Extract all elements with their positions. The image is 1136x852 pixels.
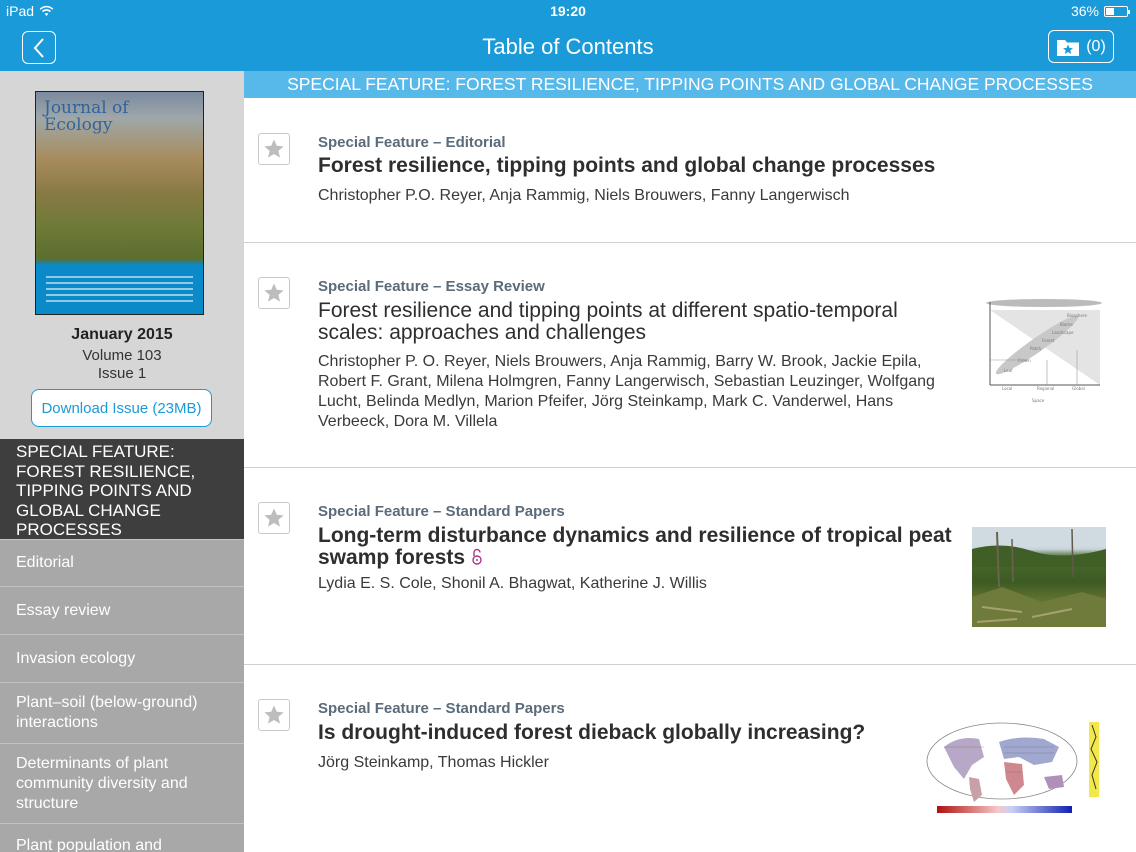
article-authors: Jörg Steinkamp, Thomas Hickler [318, 754, 549, 771]
svg-text:Regional: Regional [1037, 386, 1055, 391]
article-type: Special Feature – Editorial [318, 134, 506, 151]
article-type: Special Feature – Essay Review [318, 278, 545, 295]
folder-star-icon [1056, 37, 1080, 57]
svg-text:Forest: Forest [1042, 338, 1055, 343]
sidebar [0, 71, 244, 852]
article-title-text: Long-term disturbance dynamics and resilience of tropical peat swamp forests [318, 524, 952, 569]
article-authors: Christopher P. O. Reyer, Niels Brouwers, Anja Rammig, Barry W. Brook, Jackie Epila, Robert F. Grant, Milena Holmgren, Fanny Langerwisch, Sebastian Leuzinger, Wolfgang Lucht, Belinda Medlyn, Marion Pfeifer, Jörg Steinkamp, Mark C. Vanderwel, Hans Verbeeck, Dora M. Villela [318, 353, 935, 430]
article-title[interactable]: Forest resilience, tipping points and global change processes [318, 154, 936, 177]
svg-text:Patch: Patch [1030, 346, 1041, 351]
cover-text-lines [46, 276, 193, 306]
star-outline-icon [263, 282, 285, 304]
svg-text:Biosphere: Biosphere [1067, 313, 1087, 318]
star-outline-icon [263, 507, 285, 529]
svg-text:Space: Space [1032, 398, 1045, 403]
article-row[interactable] [244, 98, 1136, 243]
article-type: Special Feature – Standard Papers [318, 700, 565, 717]
article-row[interactable] [244, 665, 1136, 852]
issue-volume: Volume 103 [82, 347, 162, 364]
saved-count: (0) [1086, 37, 1106, 55]
article-authors: Christopher P.O. Reyer, Anja Rammig, Niels Brouwers, Fanny Langerwisch [318, 187, 850, 204]
article-type: Special Feature – Standard Papers [318, 503, 565, 520]
issue-cover-image[interactable] [35, 91, 204, 315]
svg-text:Biome: Biome [1060, 322, 1073, 327]
open-access-lock-icon [471, 548, 483, 569]
sidebar-item-special-feature[interactable]: SPECIAL FEATURE: FOREST RESILIENCE, TIPPING POINTS AND GLOBAL CHANGE PROCESSES [0, 439, 244, 539]
clock: 19:20 [550, 3, 586, 19]
battery-percent: 36% [1070, 3, 1099, 19]
nav-bar [0, 22, 1136, 71]
article-title[interactable] [318, 525, 958, 569]
svg-text:Landscape: Landscape [1052, 330, 1074, 335]
article-row[interactable] [244, 243, 1136, 468]
svg-text:Local: Local [1002, 386, 1013, 391]
star-button[interactable] [258, 699, 290, 731]
section-header: SPECIAL FEATURE: FOREST RESILIENCE, TIPPING POINTS AND GLOBAL CHANGE PROCESSES [244, 71, 1136, 98]
download-issue-button[interactable]: Download Issue (23MB) [31, 389, 212, 427]
svg-text:Leaf: Leaf [1004, 368, 1013, 373]
cover-title: Journal of Ecology [44, 98, 129, 135]
article-title[interactable]: Forest resilience and tipping points at different spatio-temporal scales: approaches and challenges [318, 299, 898, 344]
sidebar-item-plant-population[interactable]: Plant population and [0, 823, 244, 852]
map-thumbnail[interactable] [924, 717, 1114, 827]
issue-number: Issue 1 [97, 365, 147, 382]
sidebar-item-essay-review[interactable]: Essay review [0, 586, 244, 634]
sidebar-item-plant-soil[interactable]: Plant–soil (below-ground) interactions [0, 682, 244, 743]
sidebar-item-invasion-ecology[interactable]: Invasion ecology [0, 634, 244, 682]
star-button[interactable] [258, 502, 290, 534]
saved-articles-button[interactable] [1048, 30, 1114, 63]
article-title[interactable]: Is drought-induced forest dieback globally increasing? [318, 721, 866, 744]
svg-text:Crown: Crown [1018, 358, 1031, 363]
sidebar-item-determinants[interactable]: Determinants of plant community diversity and structure [0, 743, 244, 823]
article-row[interactable] [244, 468, 1136, 665]
article-authors: Lydia E. S. Cole, Shonil A. Bhagwat, Katherine J. Willis [318, 575, 707, 592]
device-label: iPad [6, 3, 35, 19]
battery-icon [1104, 6, 1128, 17]
star-outline-icon [263, 704, 285, 726]
sidebar-item-editorial[interactable]: Editorial [0, 539, 244, 586]
forest-photo-thumbnail[interactable] [972, 527, 1106, 627]
star-button[interactable] [258, 133, 290, 165]
table-of-contents [244, 71, 1136, 852]
star-outline-icon [263, 138, 285, 160]
status-bar [0, 0, 1136, 22]
page-title: Table of Contents [482, 34, 654, 59]
figure-thumbnail[interactable] [972, 290, 1102, 405]
svg-text:Global: Global [1072, 386, 1085, 391]
issue-card [0, 71, 244, 439]
issue-date: January 2015 [71, 326, 173, 343]
star-button[interactable] [258, 277, 290, 309]
